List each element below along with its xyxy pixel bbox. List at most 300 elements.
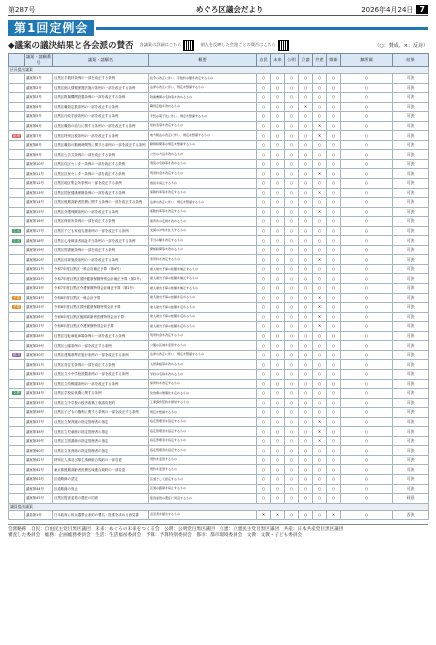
bill-summary: 意見書を提出するもの [149,510,257,520]
bill-number: 議案第43号 [25,474,53,484]
vote-mark: ○ [271,455,285,465]
qr-note-votes[interactable] [200,40,288,51]
vote-mark: ○ [327,446,341,456]
bill-name: 令和7年度目黒区一般会計補正予算（第4号） [53,264,149,274]
result-cell: 可決 [393,83,429,93]
vote-mark: ○ [327,245,341,255]
vote-mark: ○ [299,360,313,370]
committee-cell [9,446,25,456]
vote-mark: ○ [313,465,327,475]
vote-mark: ○ [299,217,313,227]
vote-mark: ○ [341,303,393,313]
committee-cell [9,284,25,294]
vote-mark: ○ [285,474,299,484]
committee-cell [9,83,25,93]
committee-cell [9,510,25,520]
vote-mark: ○ [299,150,313,160]
table-row [9,417,429,427]
vote-mark: ○ [341,83,393,93]
vote-mark: ○ [271,474,285,484]
result-cell: 可決 [393,74,429,84]
vote-mark: ○ [327,427,341,437]
committee-cell [9,245,25,255]
section-label: 区長提出議案 [9,67,429,74]
result-cell: 可決 [393,131,429,141]
vote-mark: ○ [271,398,285,408]
bill-name: 令和8年度目黒区一般会計予算 [53,293,149,303]
vote-mark: ○ [313,484,327,494]
vote-mark: ○ [257,74,271,84]
vote-mark: × [299,102,313,112]
vote-mark: ○ [313,446,327,456]
vote-mark: ○ [299,207,313,217]
vote-mark: ○ [341,369,393,379]
vote-mark: ○ [285,150,299,160]
vote-mark: ○ [327,121,341,131]
bill-number: 議案第29号 [25,341,53,351]
vote-results-table [8,53,429,520]
committee-cell [9,159,25,169]
bill-name: 目黒区職員定数条例の一部を改正する条例 [53,102,149,112]
vote-mark: ○ [257,427,271,437]
vote-mark: × [313,427,327,437]
vote-mark: ○ [299,510,313,520]
vote-mark: ○ [299,179,313,189]
vote-mark: ○ [271,360,285,370]
vote-mark: ○ [257,474,271,484]
qr-note-details-text: 各議案の詳細はこちら [139,42,182,47]
committee-cell [9,217,25,227]
vote-mark: ○ [299,112,313,122]
vote-mark: ○ [327,322,341,332]
vote-mark: ○ [341,255,393,265]
committee-cell [9,179,25,189]
vote-mark: ○ [299,474,313,484]
vote-mark: ○ [257,198,271,208]
bill-summary: 使用料を改定するもの [149,255,257,265]
vote-mark: ○ [257,93,271,103]
vote-mark: ○ [327,236,341,246]
bill-number: 議案第42号 [25,465,53,475]
vote-mark: ○ [313,264,327,274]
vote-mark: ○ [299,341,313,351]
vote-mark: ○ [285,226,299,236]
header-jimin: 自民 [257,54,271,67]
footer-committee-text: 審査した委員会 総務：企画総務委員会 生活：生活福祉委員会 予算：予算特別委員会 都市：都市環境委員会 文教：文教・子ども委員会 [8,533,303,539]
table-row [9,369,429,379]
result-cell: 可決 [393,369,429,379]
vote-mark: ○ [257,408,271,418]
bill-number: 議案第22号 [25,274,53,284]
bill-summary: 利用料金を改定するもの [149,169,257,179]
vote-mark: ○ [257,322,271,332]
header-kyosan: 共産 [313,54,327,67]
bill-number: 議案第24号 [25,293,53,303]
vote-mark: × [271,510,285,520]
vote-mark: ○ [285,83,299,93]
vote-mark: ○ [327,264,341,274]
vote-mark: ○ [313,510,327,520]
table-header-row [9,54,429,67]
table-section-row [9,67,429,74]
bill-summary: 歳入歳出予算の総額を補正するもの [149,284,257,294]
bill-number: 議案第38号 [25,427,53,437]
issue-number: 第287号 [8,5,36,14]
vote-mark: ○ [313,245,327,255]
result-cell: 可決 [393,198,429,208]
bill-name: 目黒区国民健康保険条例の一部を改正する条例 [53,188,149,198]
vote-mark: ○ [271,465,285,475]
vote-mark: ○ [271,284,285,294]
vote-mark: ○ [341,350,393,360]
bill-name: 目黒区地区集会所条例の一部を改正する条例 [53,179,149,189]
vote-mark: ○ [299,255,313,265]
committee-cell [9,140,25,150]
bill-name: 目黒区体育施設条例の一部を改正する条例 [53,255,149,265]
vote-mark: ○ [313,389,327,399]
committee-cell [9,188,25,198]
vote-mark: ○ [257,169,271,179]
vote-mark: ○ [341,207,393,217]
bill-summary: 法律の改正に伴い、規定を整備するもの [149,83,257,93]
vote-mark: ○ [299,322,313,332]
bill-number: 議案第13号 [25,188,53,198]
vote-mark: ○ [313,408,327,418]
headline-rule [96,27,428,30]
vote-mark: ○ [299,264,313,274]
vote-mark: ○ [257,236,271,246]
bill-name: 目黒区監査委員の選任の同意 [53,494,149,504]
vote-mark: ○ [257,389,271,399]
committee-cell [9,455,25,465]
vote-mark: ○ [313,455,327,465]
vote-mark: ○ [285,93,299,103]
vote-mark: ○ [327,379,341,389]
vote-mark: ○ [257,484,271,494]
bill-name: 目黒区公告式条例の一部を改正する条例 [53,150,149,160]
table-row [9,293,429,303]
vote-mark: ○ [285,484,299,494]
vote-mark: ○ [285,331,299,341]
committee-cell [9,236,25,246]
table-row [9,112,429,122]
vote-mark: ○ [285,455,299,465]
vote-mark: × [313,255,327,265]
result-cell: 可決 [393,159,429,169]
headline-title: 第1回定例会 [8,20,94,36]
bill-number: 議案第34号 [25,389,53,399]
vote-mark: ○ [271,369,285,379]
vote-mark: ○ [285,312,299,322]
vote-mark: ○ [327,341,341,351]
bill-name: 目黒区後期高齢者医療に関する条例の一部を改正する条例 [53,198,149,208]
bill-summary: 給食費の無償化を定めるもの [149,389,257,399]
vote-mark: ○ [285,274,299,284]
vote-mark: ○ [285,446,299,456]
table-row [9,303,429,313]
vote-mark: ○ [257,446,271,456]
vote-mark: ○ [257,341,271,351]
vote-mark: ○ [327,140,341,150]
vote-mark: ○ [327,417,341,427]
table-row [9,198,429,208]
bill-name: 目黒区保育所条例の一部を改正する条例 [53,217,149,227]
vote-mark: ○ [285,436,299,446]
vote-mark: ○ [341,417,393,427]
bill-summary: 学校の名称を改めるもの [149,369,257,379]
bill-name: 目黒区建築基準法施行条例の一部を改正する条例 [53,350,149,360]
vote-mark: ○ [271,331,285,341]
vote-mark: ○ [299,455,313,465]
bill-summary: 規約を変更するもの [149,455,257,465]
vote-mark: ○ [327,112,341,122]
table-row [9,350,429,360]
vote-mark: ○ [257,331,271,341]
bill-summary: 手続の電子化に伴い、規定を整備するもの [149,112,257,122]
vote-legend: （○：賛成、×：反対） [374,42,428,49]
bill-number: 議員第1号 [25,510,53,520]
vote-mark: ○ [299,226,313,236]
committee-tag: 生活 [12,229,21,234]
result-cell: 可決 [393,341,429,351]
committee-cell [9,350,25,360]
result-cell: 可決 [393,112,429,122]
bill-name: 目黒区個人情報保護法施行条例の一部を改正する条例 [53,83,149,93]
vote-mark: ○ [285,427,299,437]
vote-mark: ○ [341,217,393,227]
vote-mark: ○ [327,217,341,227]
bill-number: 議案第32号 [25,369,53,379]
vote-mark: ○ [257,312,271,322]
vote-mark: ○ [257,455,271,465]
bill-name: 目黒区附属機関設置条例の一部を改正する条例 [53,93,149,103]
bill-name: 令和7年度目黒区国民健康保険特別会計補正予算（第2号） [53,274,149,284]
vote-mark: ○ [257,83,271,93]
bill-name: 目黒区立保育園の指定管理者の指定 [53,417,149,427]
vote-mark: ○ [327,284,341,294]
vote-mark: ○ [271,169,285,179]
bill-number: 議案第3号 [25,93,53,103]
result-cell: 可決 [393,245,429,255]
bill-summary: 保育所の定員を改めるもの [149,217,257,227]
table-row [9,389,429,399]
qr-note-details[interactable] [140,40,195,51]
vote-mark: ○ [271,102,285,112]
committee-tag: 都市 [12,353,21,358]
table-row [9,131,429,141]
qr-code-icon[interactable] [183,40,194,51]
bill-summary: 区道として認定するもの [149,474,257,484]
bill-name: 日本政府に核兵器禁止条約の署名・批准を求める意見書 [53,510,149,520]
qr-note-votes-text: 個人を反映した会派ごとの賛否はこちら [200,42,276,47]
vote-mark: ○ [327,131,341,141]
vote-mark: ○ [271,83,285,93]
vote-mark: ○ [285,236,299,246]
vote-mark: ○ [341,436,393,446]
vote-mark: ○ [285,74,299,84]
vote-mark: × [313,169,327,179]
committee-cell [9,484,25,494]
vote-mark: ○ [313,398,327,408]
vote-mark: ○ [299,83,313,93]
vote-mark: ○ [341,465,393,475]
vote-mark: ○ [285,217,299,227]
vote-mark: ○ [257,303,271,313]
vote-mark: ○ [257,436,271,446]
vote-mark: ○ [327,255,341,265]
vote-mark: ○ [327,436,341,446]
vote-mark: ○ [341,360,393,370]
vote-mark: ○ [313,93,327,103]
result-cell: 可決 [393,408,429,418]
table-body [9,67,429,520]
table-row [9,150,429,160]
bill-name: 令和8年度目黒区介護保険特別会計予算 [53,322,149,332]
vote-mark: ○ [271,150,285,160]
bill-summary: 指定管理者を指定するもの [149,417,257,427]
vote-mark: × [313,207,327,217]
committee-cell [9,322,25,332]
result-cell: 可決 [393,312,429,322]
vote-mark: ○ [271,408,285,418]
vote-mark: ○ [299,484,313,494]
footer-committee-legend [8,533,428,539]
vote-mark: ○ [271,207,285,217]
committee-cell [9,417,25,427]
vote-mark: ○ [341,341,393,351]
committee-cell [9,102,25,112]
vote-mark: ○ [327,494,341,504]
vote-mark: ○ [285,169,299,179]
vote-mark: ○ [341,446,393,456]
vote-mark: ○ [341,198,393,208]
committee-cell [9,264,25,274]
vote-mark: ○ [285,179,299,189]
vote-mark: ○ [313,159,327,169]
vote-mark: ○ [299,398,313,408]
bill-name: 目黒区立幼稚園条例の一部を改正する条例 [53,379,149,389]
vote-mark: ○ [285,140,299,150]
subhead [8,39,428,51]
vote-mark: ○ [341,408,393,418]
vote-mark: ○ [271,264,285,274]
bill-summary: 地方税法の改正に伴い、規定を整備するもの [149,131,257,141]
committee-tag: 文教 [12,391,21,396]
result-cell: 可決 [393,389,429,399]
vote-mark: ○ [313,474,327,484]
bill-summary: 歳入歳出予算の総額を定めるもの [149,312,257,322]
vote-mark: ○ [313,274,327,284]
vote-mark: ○ [341,131,393,141]
bill-name: 令和8年度目黒区国民健康保険特別会計予算 [53,303,149,313]
vote-mark: ○ [257,398,271,408]
vote-mark: × [313,436,327,446]
table-row [9,408,429,418]
bill-name: 目黒区立図書館の指定管理者の指定 [53,436,149,446]
bill-number: 議案第27号 [25,322,53,332]
bill-summary: 保育料を改定するもの [149,379,257,389]
vote-mark: × [313,121,327,131]
bill-summary: 職員定数を改めるもの [149,102,257,112]
table-row [9,274,429,284]
bill-summary: 区道の路線を廃止するもの [149,484,257,494]
bill-number: 議案第5号 [25,112,53,122]
vote-mark: ○ [299,245,313,255]
vote-mark: ○ [257,188,271,198]
vote-mark: ○ [257,112,271,122]
vote-mark: ○ [285,322,299,332]
qr-code-icon[interactable] [278,40,289,51]
bill-number: 議案第26号 [25,312,53,322]
page-footer [8,524,428,539]
committee-cell [9,369,25,379]
bill-number: 議案第2号 [25,83,53,93]
result-cell: 可決 [393,417,429,427]
vote-mark: ○ [341,510,393,520]
table-row [9,83,429,93]
table-row [9,331,429,341]
table-row [9,494,429,504]
table-row [9,484,429,494]
committee-cell [9,169,25,179]
vote-mark: × [313,312,327,322]
bill-name: 目黒区職員の勤務時間等に関する条例の一部を改正する条例 [53,140,149,150]
vote-mark: ○ [271,389,285,399]
vote-mark: ○ [341,102,393,112]
result-cell: 可決 [393,465,429,475]
vote-mark: ○ [327,331,341,341]
vote-mark: ○ [257,494,271,504]
vote-mark: ○ [285,121,299,131]
bill-number: 議案第25号 [25,303,53,313]
vote-mark: ○ [285,255,299,265]
vote-mark: ○ [299,369,313,379]
bill-name: 目黒区行政手続条例の一部を改正する条例 [53,112,149,122]
result-cell: 可決 [393,217,429,227]
table-row [9,74,429,84]
bill-summary: 規定を整備するもの [149,408,257,418]
vote-mark: ○ [341,293,393,303]
vote-mark: ○ [271,255,285,265]
vote-mark: ○ [327,207,341,217]
vote-mark: ○ [327,169,341,179]
vote-mark: ○ [257,121,271,131]
vote-mark: ○ [299,236,313,246]
bill-summary: 保険料率等を改定するもの [149,207,257,217]
vote-mark: ○ [327,350,341,360]
bill-name: 区道路線の廃止 [53,484,149,494]
vote-mark: ○ [271,274,285,284]
vote-mark: ○ [299,408,313,418]
vote-mark: ○ [257,274,271,284]
committee-cell [9,226,25,236]
vote-mark: ○ [285,408,299,418]
vote-mark: ○ [271,312,285,322]
bill-name: 目黒区公園条例の一部を改正する条例 [53,341,149,351]
result-cell: 可決 [393,274,429,284]
page-header [8,4,428,16]
vote-mark: ○ [271,484,285,494]
vote-mark: ○ [257,255,271,265]
vote-mark: ○ [327,484,341,494]
bill-name: 目黒区図書館条例の一部を改正する条例 [53,245,149,255]
committee-cell [9,255,25,265]
bill-name: 令和7年度目黒区介護保険特別会計補正予算（第2号） [53,284,149,294]
result-cell: 可決 [393,169,429,179]
vote-mark: ○ [299,331,313,341]
vote-mark: ○ [327,389,341,399]
committee-cell [9,331,25,341]
